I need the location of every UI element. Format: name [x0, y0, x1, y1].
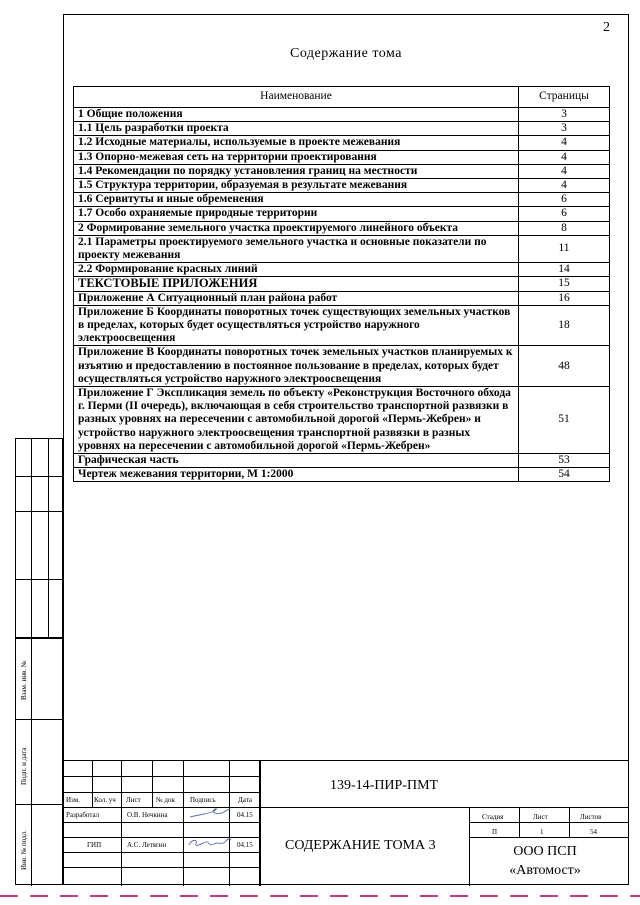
- table-header-row: [74, 87, 610, 108]
- entry-name: 2.1 Параметры проектируемого земельного участка и основные показатели по проекту межевания: [74, 235, 519, 262]
- table-row: [74, 122, 610, 136]
- entry-page: 4: [519, 136, 610, 150]
- entry-name: ТЕКСТОВЫЕ ПРИЛОЖЕНИЯ: [74, 277, 519, 291]
- dev-signature: [188, 806, 232, 820]
- contents-table: [73, 86, 610, 482]
- table-row: [74, 277, 610, 291]
- entry-page: 15: [519, 277, 610, 291]
- tb-stage-label: Стадия: [482, 813, 504, 821]
- organization: [470, 842, 620, 880]
- tb-dev-name: О.В. Нечкина: [127, 811, 168, 819]
- tb-gip-role: ГИП: [87, 841, 102, 849]
- entry-name: 1.4 Рекомендации по порядку установления границ на местности: [74, 164, 519, 178]
- table-row: [74, 179, 610, 193]
- tb-sheets-label: Листов: [580, 813, 602, 821]
- table-row: [74, 235, 610, 262]
- table-row: [74, 207, 610, 221]
- entry-name: 1 Общие положения: [74, 108, 519, 122]
- entry-name: 2.2 Формирование красных линий: [74, 263, 519, 277]
- table-row: [74, 108, 610, 122]
- doc-title: СОДЕРЖАНИЕ ТОМА 3: [285, 838, 436, 853]
- table-row: [74, 221, 610, 235]
- table-row: [74, 150, 610, 164]
- entry-name: 1.5 Структура территории, образуемая в результате межевания: [74, 179, 519, 193]
- entry-name: Приложение Г Экспликация земель по объекту «Реконструкция Восточного обхода г. Перми (II очередь), включающая в себя строительство транспортной развязки в разных уровнях на пересечении с автомобильной дорогой «Пермь-Жебрен» и устройство наружного электроосвещения транспортной развязки в разных уровнях на пересечении с автомобильной дорогой «Пермь-Жебрен»: [74, 387, 519, 454]
- table-row: [74, 193, 610, 207]
- tb-sheet-label: Лист: [533, 813, 548, 821]
- entry-page: 11: [519, 235, 610, 262]
- tb-sheet: 1: [540, 828, 544, 836]
- tb-header-kol: Кол. уч: [94, 796, 116, 804]
- tb-sheets: 54: [590, 828, 597, 836]
- entry-page: 4: [519, 150, 610, 164]
- table-row: [74, 454, 610, 468]
- side-label-podp: Подп. и дата: [20, 747, 28, 785]
- table-row: [74, 305, 610, 346]
- tb-header-izm: Изм.: [66, 796, 80, 804]
- entry-name: 1.3 Опорно-межевая сеть на территории проектирования: [74, 150, 519, 164]
- contents-body: [74, 108, 610, 482]
- entry-name: 1.7 Особо охраняемые природные территории: [74, 207, 519, 221]
- entry-name: Графическая часть: [74, 454, 519, 468]
- tb-gip-name: А.С. Летягин: [127, 841, 167, 849]
- entry-page: 18: [519, 305, 610, 346]
- entry-page: 48: [519, 346, 610, 387]
- doc-code: 139-14-ПИР-ПМТ: [330, 778, 439, 793]
- table-row: [74, 346, 610, 387]
- entry-page: 3: [519, 122, 610, 136]
- header-pages: Страницы: [519, 87, 610, 108]
- tb-gip-date: 04.15: [237, 841, 253, 849]
- entry-page: 6: [519, 193, 610, 207]
- entry-page: 8: [519, 221, 610, 235]
- entry-name: 1.1 Цель разработки проекта: [74, 122, 519, 136]
- entry-page: 51: [519, 387, 610, 454]
- tb-header-date: Дата: [238, 796, 252, 804]
- tb-dev-role: Разработал: [66, 811, 100, 819]
- table-row: [74, 291, 610, 305]
- tb-header-list: Лист: [126, 796, 141, 804]
- entry-page: 53: [519, 454, 610, 468]
- entry-page: 14: [519, 263, 610, 277]
- entry-page: 6: [519, 207, 610, 221]
- gip-signature: [186, 835, 232, 851]
- table-row: [74, 468, 610, 482]
- header-name: Наименование: [74, 87, 519, 108]
- table-row: [74, 136, 610, 150]
- entry-name: Приложение В Координаты поворотных точек земельных участков планируемых к изъятию и предоставлению в постоянное пользование в пределах, которых будет осуществляться устройство наружного электроосвещения: [74, 346, 519, 387]
- tb-stage: П: [492, 828, 498, 836]
- table-row: [74, 387, 610, 454]
- entry-page: 4: [519, 179, 610, 193]
- table-row: [74, 164, 610, 178]
- page-title: Содержание тома: [289, 46, 402, 61]
- entry-name: 1.2 Исходные материалы, используемые в проекте межевания: [74, 136, 519, 150]
- entry-page: 4: [519, 164, 610, 178]
- entry-name: Приложение Б Координаты поворотных точек существующих земельных участков в пределах, которых будет осуществляться устройство наружного электроосвещения: [74, 305, 519, 346]
- side-label-vzam: Взам. инв. №: [20, 660, 28, 700]
- entry-page: 3: [519, 108, 610, 122]
- tb-header-doc: № док: [156, 796, 175, 804]
- entry-name: 2 Формирование земельного участка проектируемого линейного объекта: [74, 221, 519, 235]
- tb-dev-date: 04.15: [237, 811, 253, 819]
- entry-page: 54: [519, 468, 610, 482]
- entry-page: 16: [519, 291, 610, 305]
- table-row: [74, 263, 610, 277]
- cut-line: [0, 895, 640, 897]
- entry-name: 1.6 Сервитуты и иные обременения: [74, 193, 519, 207]
- side-label-inv: Инв. № подл.: [20, 830, 28, 870]
- side-stamp-upper: [15, 438, 63, 638]
- page-number: 2: [603, 20, 610, 35]
- tb-header-sign: Подпись: [190, 796, 216, 804]
- entry-name: Чертеж межевания территории, М 1:2000: [74, 468, 519, 482]
- org-line-1: ООО ПСП: [513, 844, 577, 859]
- entry-name: Приложение А Ситуационный план района работ: [74, 291, 519, 305]
- org-line-2: «Автомост»: [509, 863, 581, 878]
